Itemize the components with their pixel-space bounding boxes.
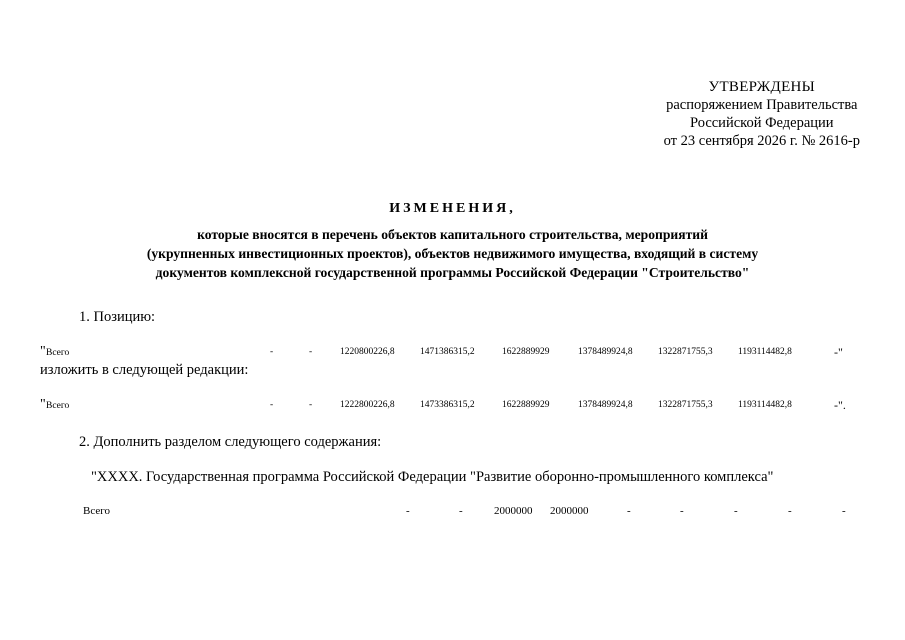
cell-value: 1222800226,8 bbox=[340, 400, 395, 410]
cell-dash: - bbox=[309, 347, 313, 357]
cell-value: 1378489924,8 bbox=[578, 347, 633, 357]
cell-value: 1471386315,2 bbox=[420, 347, 475, 357]
row-label: Всего bbox=[46, 401, 70, 411]
cell-dash: - bbox=[270, 347, 274, 357]
row-end: -". bbox=[834, 398, 846, 412]
document-subtitle bbox=[0, 225, 905, 282]
cell-dash: - bbox=[627, 505, 631, 517]
item-2-label: 2. Дополнить разделом следующего содержания: bbox=[79, 434, 382, 450]
subtitle-line-3: документов комплексной государственной программы Российской Федерации "Строительство" bbox=[155, 265, 750, 280]
cell-value: 1322871755,3 bbox=[658, 400, 713, 410]
row-before bbox=[0, 344, 905, 363]
cell-value: 1378489924,8 bbox=[578, 400, 633, 410]
cell-value: 1193114482,8 bbox=[738, 347, 792, 357]
approval-line-3: от 23 сентября 2026 г. № 2616-р bbox=[663, 133, 860, 149]
document-title: ИЗМЕНЕНИЯ, bbox=[389, 201, 516, 216]
cell-dash: - bbox=[788, 505, 792, 517]
cell-value: 1322871755,3 bbox=[658, 347, 713, 357]
row-after bbox=[0, 397, 905, 416]
approval-heading: УТВЕРЖДЕНЫ bbox=[708, 79, 816, 95]
item-1-label: 1. Позицию: bbox=[79, 309, 156, 325]
open-quote: " bbox=[40, 397, 46, 412]
section-title: "XXXX. Государственная программа Российской Федерации "Развитие оборонно-промышленного комплекса" bbox=[91, 469, 774, 485]
cell-value: 1193114482,8 bbox=[738, 400, 792, 410]
approval-line-1: распоряжением Правительства bbox=[666, 97, 858, 113]
cell-value: 2000000 bbox=[550, 505, 589, 517]
cell-value: 1473386315,2 bbox=[420, 400, 475, 410]
cell-dash: - bbox=[309, 400, 313, 410]
cell-dash: - bbox=[459, 505, 463, 517]
cell-value: 2000000 bbox=[494, 505, 533, 517]
open-quote: " bbox=[40, 344, 46, 359]
approval-block bbox=[664, 78, 860, 150]
subtitle-line-1: которые вносятся в перечень объектов капитального строительства, мероприятий bbox=[197, 227, 708, 242]
cell-dash: - bbox=[842, 505, 846, 517]
row-end: -" bbox=[834, 345, 843, 359]
instruction-text: изложить в следующей редакции: bbox=[40, 362, 249, 378]
section-row bbox=[0, 505, 905, 521]
row-label: Всего bbox=[83, 505, 110, 517]
cell-value: 1622889929 bbox=[502, 400, 550, 410]
cell-value: 1220800226,8 bbox=[340, 347, 395, 357]
cell-value: 1622889929 bbox=[502, 347, 550, 357]
row-label: Всего bbox=[46, 348, 70, 358]
cell-dash: - bbox=[270, 400, 274, 410]
cell-dash: - bbox=[680, 505, 684, 517]
cell-dash: - bbox=[734, 505, 738, 517]
cell-dash: - bbox=[406, 505, 410, 517]
approval-line-2: Российской Федерации bbox=[690, 115, 834, 131]
subtitle-line-2: (укрупненных инвестиционных проектов), объектов недвижимого имущества, входящий в систему bbox=[146, 246, 759, 261]
